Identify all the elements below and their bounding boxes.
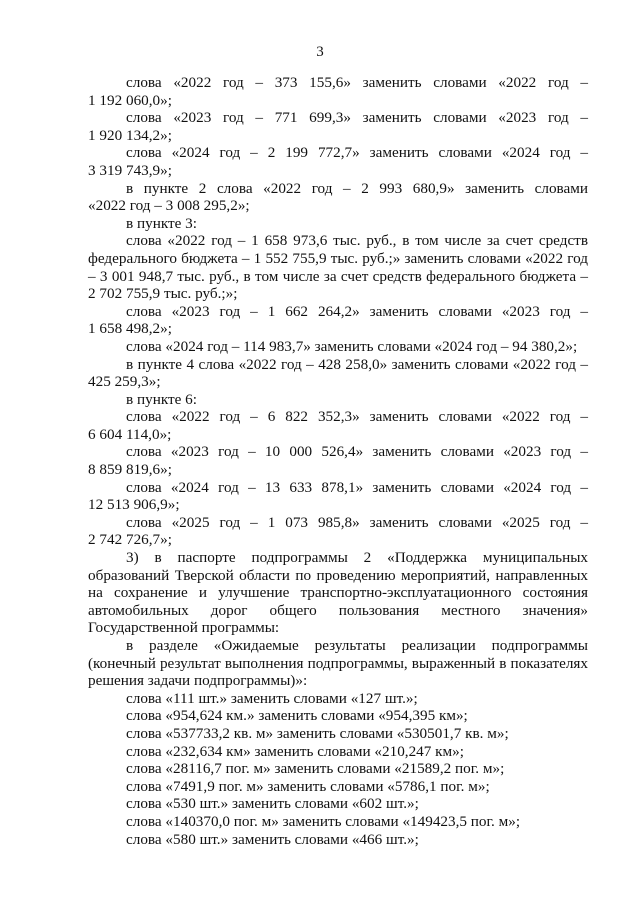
- paragraph: 8 859 819,6»;: [88, 461, 172, 479]
- paragraph: слова «111 шт.» заменить словами «127 шт.»;: [126, 689, 418, 707]
- paragraph: «2022 год – 3 008 295,2»;: [88, 197, 250, 215]
- paragraph: 1 920 134,2»;: [88, 126, 172, 144]
- paragraph: 12 513 906,9»;: [88, 496, 180, 514]
- paragraph: слова «2023 год – 1 662 264,2» заменить словами «2023 год –: [126, 302, 588, 320]
- paragraph: слова «530 шт.» заменить словами «602 шт.»;: [126, 795, 419, 813]
- paragraph: слова «2023 год – 771 699,3» заменить словами «2023 год –: [126, 109, 588, 127]
- paragraph: слова «954,624 км.» заменить словами «954,395 км»;: [126, 707, 468, 725]
- paragraph: 1 192 060,0»;: [88, 91, 172, 109]
- paragraph: 3) в паспорте подпрограммы 2 «Поддержка муниципальных образований Тверской области по проведению мероприятий, направленных на сохранение и улучшение транспортно-эксплуатационного состояния автомобильных дорог общего пользования местного значения» Государственной программы:: [88, 549, 588, 637]
- paragraph: слова «7491,9 пог. м» заменить словами «5786,1 пог. м»;: [126, 777, 490, 795]
- paragraph: в пункте 6:: [126, 390, 197, 408]
- paragraph: в разделе «Ожидаемые результаты реализации подпрограммы (конечный результат выполнения подпрограммы, выраженный в показателях решения задачи подпрограммы)»:: [88, 637, 588, 690]
- paragraph: 3 319 743,9»;: [88, 161, 172, 179]
- paragraph: слова «232,634 км» заменить словами «210,247 км»;: [126, 742, 464, 760]
- paragraph: 1 658 498,2»;: [88, 320, 172, 338]
- paragraph: 6 604 114,0»;: [88, 425, 172, 443]
- page-number: 3: [316, 44, 324, 60]
- paragraph: слова «2022 год – 373 155,6» заменить словами «2022 год –: [126, 74, 588, 91]
- paragraph: слова «140370,0 пог. м» заменить словами «149423,5 пог. м»;: [126, 812, 521, 830]
- paragraph: слова «28116,7 пог. м» заменить словами «21589,2 пог. м»;: [126, 760, 505, 778]
- paragraph: слова «2023 год – 10 000 526,4» заменить словами «2023 год –: [126, 443, 588, 461]
- paragraph: 2 742 726,7»;: [88, 531, 172, 549]
- paragraph: в пункте 4 слова «2022 год – 428 258,0» заменить словами «2022 год –: [126, 355, 588, 373]
- paragraph: 425 259,3»;: [88, 373, 161, 391]
- paragraph: слова «2022 год – 1 658 973,6 тыс. руб., в том числе за счет средств федерального бюджета – 1 552 755,9 тыс. руб.;» заменить словами «2022 год – 3 001 948,7 тыс. руб., в том числе за счет средств федерального бюджета – 2 702 755,9 тыс. руб.;»;: [88, 232, 588, 303]
- paragraph: слова «2025 год – 1 073 985,8» заменить словами «2025 год –: [126, 513, 588, 531]
- document-body: [88, 74, 588, 848]
- paragraph: слова «2024 год – 2 199 772,7» заменить словами «2024 год –: [126, 144, 588, 162]
- paragraph: в пункте 3:: [126, 214, 197, 232]
- paragraph: слова «2022 год – 6 822 352,3» заменить словами «2022 год –: [126, 408, 588, 426]
- paragraph: слова «2024 год – 114 983,7» заменить словами «2024 год – 94 380,2»;: [126, 337, 578, 355]
- paragraph: слова «580 шт.» заменить словами «466 шт.»;: [126, 830, 419, 848]
- paragraph: в пункте 2 слова «2022 год – 2 993 680,9» заменить словами: [126, 179, 588, 197]
- paragraph: слова «537733,2 кв. м» заменить словами «530501,7 кв. м»;: [126, 724, 509, 742]
- paragraph: слова «2024 год – 13 633 878,1» заменить словами «2024 год –: [126, 478, 588, 496]
